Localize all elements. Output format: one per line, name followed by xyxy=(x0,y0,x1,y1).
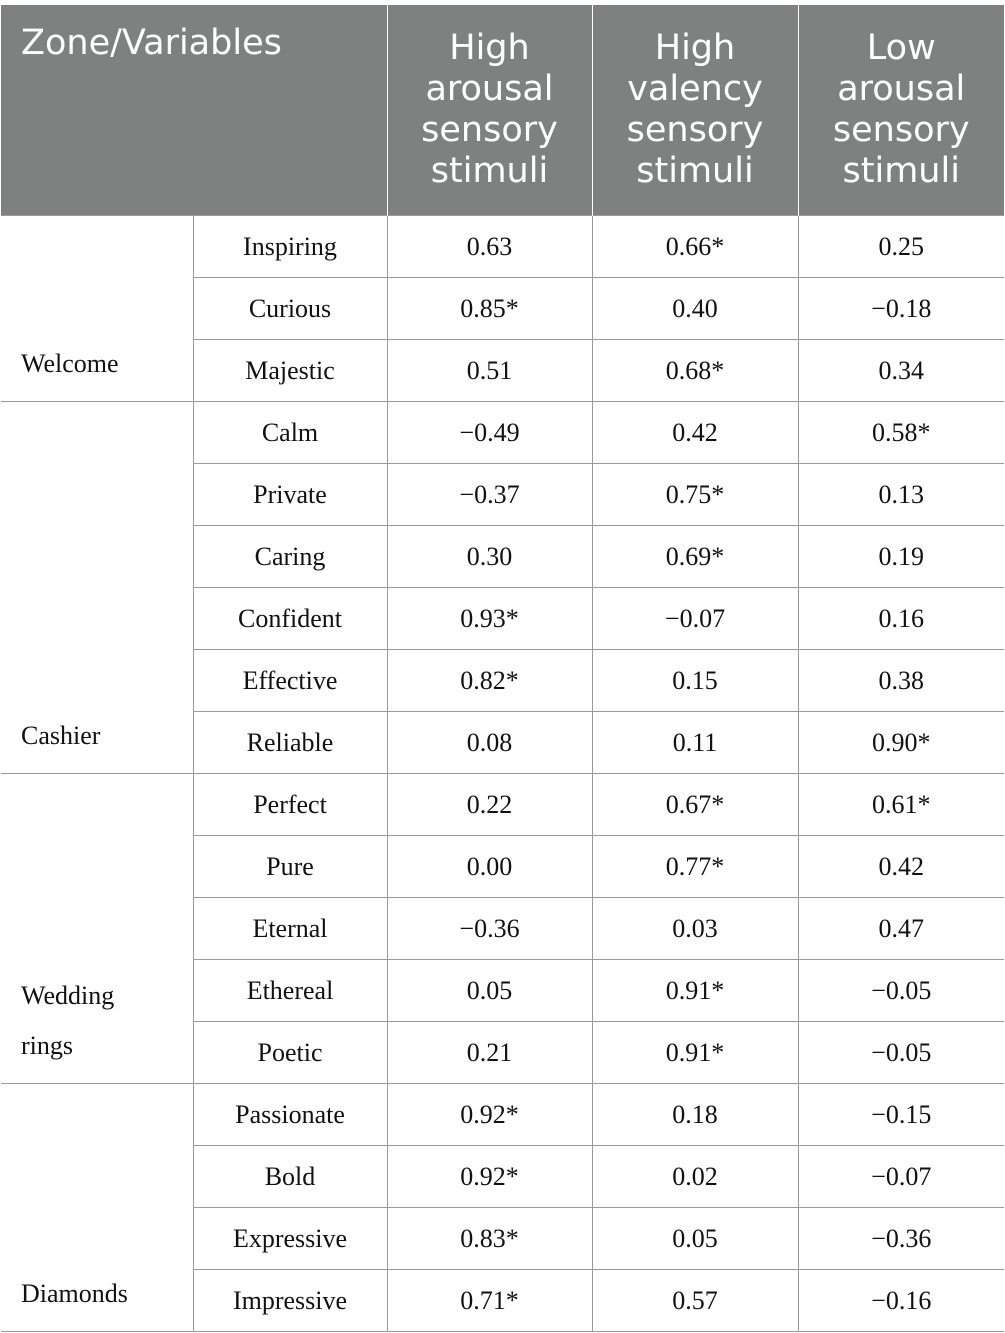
value-cell: 0.05 xyxy=(592,1208,798,1270)
zone-name-line: Wedding xyxy=(21,981,115,1010)
variable-cell: Confident xyxy=(193,588,387,650)
value-cell: −0.49 xyxy=(387,402,592,464)
value-cell: 0.30 xyxy=(387,526,592,588)
header-row xyxy=(1,5,1004,216)
header-text-line: stimuli xyxy=(430,151,549,191)
variable-cell: Poetic xyxy=(193,1022,387,1084)
value-cell: 0.58* xyxy=(798,402,1004,464)
header-zone-variables: Zone/Variables xyxy=(1,5,387,216)
zone-cell xyxy=(1,774,193,1084)
header-text-line: sensory xyxy=(832,110,970,150)
variable-cell: Ethereal xyxy=(193,960,387,1022)
variable-cell: Private xyxy=(193,464,387,526)
value-cell: 0.05 xyxy=(387,960,592,1022)
variable-cell: Reliable xyxy=(193,712,387,774)
variable-cell: Eternal xyxy=(193,898,387,960)
zone-name-line: Diamonds xyxy=(21,1279,128,1308)
value-cell: 0.19 xyxy=(798,526,1004,588)
value-cell: 0.91* xyxy=(592,960,798,1022)
value-cell: 0.34 xyxy=(798,340,1004,402)
value-cell: 0.90* xyxy=(798,712,1004,774)
variable-cell: Caring xyxy=(193,526,387,588)
value-cell: 0.22 xyxy=(387,774,592,836)
value-cell: 0.93* xyxy=(387,588,592,650)
value-cell: 0.69* xyxy=(592,526,798,588)
header-text-line: arousal xyxy=(837,69,966,109)
value-cell: −0.05 xyxy=(798,960,1004,1022)
value-cell: 0.21 xyxy=(387,1022,592,1084)
value-cell: 0.68* xyxy=(592,340,798,402)
variable-cell: Perfect xyxy=(193,774,387,836)
value-cell: 0.25 xyxy=(798,216,1004,278)
value-cell: 0.16 xyxy=(798,588,1004,650)
zone-cell xyxy=(1,402,193,774)
value-cell: −0.36 xyxy=(798,1208,1004,1270)
value-cell: 0.91* xyxy=(592,1022,798,1084)
value-cell: 0.66* xyxy=(592,216,798,278)
value-cell: 0.92* xyxy=(387,1146,592,1208)
zone-name-line: Welcome xyxy=(21,349,119,378)
value-cell: 0.71* xyxy=(387,1270,592,1332)
value-cell: −0.07 xyxy=(798,1146,1004,1208)
value-cell: 0.08 xyxy=(387,712,592,774)
value-cell: −0.07 xyxy=(592,588,798,650)
value-cell: 0.15 xyxy=(592,650,798,712)
value-cell: −0.18 xyxy=(798,278,1004,340)
variable-cell: Majestic xyxy=(193,340,387,402)
value-cell: 0.11 xyxy=(592,712,798,774)
variable-cell: Pure xyxy=(193,836,387,898)
table-row xyxy=(1,1084,1004,1146)
value-cell: 0.82* xyxy=(387,650,592,712)
variable-cell: Curious xyxy=(193,278,387,340)
table-row xyxy=(1,402,1004,464)
header-text-line: arousal xyxy=(425,69,554,109)
results-table xyxy=(1,5,1004,1332)
value-cell: 0.42 xyxy=(798,836,1004,898)
value-cell: 0.85* xyxy=(387,278,592,340)
header-text-line: valency xyxy=(627,69,763,109)
value-cell: −0.36 xyxy=(387,898,592,960)
header-low-arousal xyxy=(798,5,1004,216)
header-text-line: High xyxy=(449,28,530,68)
value-cell: 0.63 xyxy=(387,216,592,278)
value-cell: 0.51 xyxy=(387,340,592,402)
value-cell: 0.40 xyxy=(592,278,798,340)
variable-cell: Passionate xyxy=(193,1084,387,1146)
table-row xyxy=(1,216,1004,278)
table-body xyxy=(1,216,1004,1332)
header-high-valency xyxy=(592,5,798,216)
header-high-arousal xyxy=(387,5,592,216)
value-cell: 0.77* xyxy=(592,836,798,898)
header-text-line: sensory xyxy=(626,110,764,150)
value-cell: 0.83* xyxy=(387,1208,592,1270)
variable-cell: Calm xyxy=(193,402,387,464)
header-text-line: stimuli xyxy=(636,151,754,191)
zone-name-line: rings xyxy=(21,1031,73,1060)
zone-name-line: Cashier xyxy=(21,721,101,750)
value-cell: 0.47 xyxy=(798,898,1004,960)
variable-cell: Impressive xyxy=(193,1270,387,1332)
zone-cell xyxy=(1,1084,193,1332)
value-cell: 0.38 xyxy=(798,650,1004,712)
value-cell: 0.57 xyxy=(592,1270,798,1332)
zone-cell xyxy=(1,216,193,402)
value-cell: 0.00 xyxy=(387,836,592,898)
value-cell: 0.42 xyxy=(592,402,798,464)
value-cell: −0.16 xyxy=(798,1270,1004,1332)
value-cell: 0.92* xyxy=(387,1084,592,1146)
value-cell: 0.13 xyxy=(798,464,1004,526)
value-cell: −0.15 xyxy=(798,1084,1004,1146)
value-cell: 0.61* xyxy=(798,774,1004,836)
variable-cell: Effective xyxy=(193,650,387,712)
variable-cell: Expressive xyxy=(193,1208,387,1270)
header-text-line: High xyxy=(654,28,736,68)
value-cell: 0.18 xyxy=(592,1084,798,1146)
variable-cell: Bold xyxy=(193,1146,387,1208)
value-cell: 0.75* xyxy=(592,464,798,526)
header-text-line: Low xyxy=(866,28,936,68)
value-cell: −0.05 xyxy=(798,1022,1004,1084)
value-cell: 0.03 xyxy=(592,898,798,960)
header-text-line: sensory xyxy=(421,110,558,150)
variable-cell: Inspiring xyxy=(193,216,387,278)
value-cell: −0.37 xyxy=(387,464,592,526)
value-cell: 0.02 xyxy=(592,1146,798,1208)
value-cell: 0.67* xyxy=(592,774,798,836)
header-text-line: stimuli xyxy=(842,151,960,191)
table-row xyxy=(1,774,1004,836)
